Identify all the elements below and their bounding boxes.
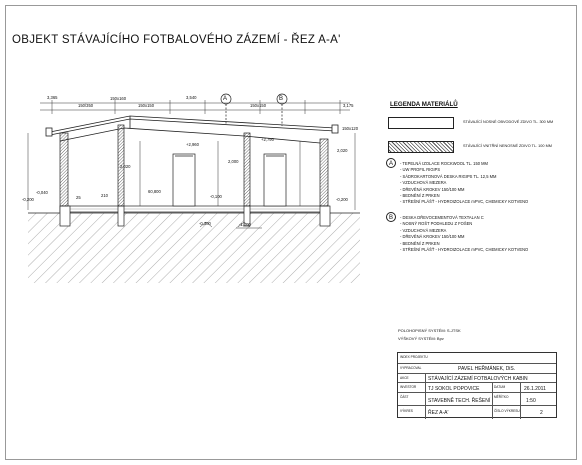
level-text: 25 (76, 195, 81, 200)
tb-label: VÝKRES (400, 409, 413, 413)
dim-text: 3,365 (47, 95, 58, 100)
tb-label: ČÍSLO VÝKRESU (494, 409, 520, 413)
list-item: - NOSNÝ ROŠT PODHLEDU Z FOŠEN (400, 221, 473, 227)
legend-swatch-partition-wall (388, 141, 454, 153)
floor-slab (60, 206, 328, 212)
tb-row-author (398, 363, 556, 373)
tb-label: DATUM (494, 385, 506, 389)
legend-swatch-bearing-wall (388, 117, 454, 129)
tb-scale: 1:50 (526, 398, 536, 404)
tb-label: MĚŘÍTKO (494, 395, 509, 399)
tb-divider (520, 382, 521, 419)
tb-drawing: ŘEZ A-A' (428, 410, 449, 416)
list-item: - DŘEVĚNÁ KROKEV 150/100 MM (400, 186, 465, 192)
height-system: VÝŠKOVÝ SYSTÉM: Bpv (398, 336, 444, 341)
list-item: - SÁDROKARTONOVÁ DESKA RIGIPS TL. 12,5 MM (400, 173, 497, 179)
legend-b-marker: B (386, 212, 396, 222)
list-item: - BEDNĚNÍ Z PRKEN (400, 240, 440, 246)
tb-drawing-number: 2 (540, 410, 543, 416)
section-label-b: B (279, 96, 284, 102)
tb-row-investor (398, 382, 556, 392)
tb-row-part (398, 392, 556, 405)
dim-text: 150x160 (110, 96, 127, 101)
level-text: +2,960 (186, 142, 199, 147)
list-item: - VZDUCHOVÁ MEZERA (400, 180, 447, 186)
level-text: -0,040 (36, 190, 48, 195)
tb-row-drawing (398, 405, 556, 418)
legend-b-list (400, 215, 528, 253)
coordinate-system: POLOHOPISNÝ SYSTÉM: S-JTSK (398, 328, 461, 333)
level-text: -0,200 (22, 197, 34, 202)
tb-divider (492, 382, 493, 419)
level-text: 210 (101, 193, 108, 198)
dim-text: 150x150 (250, 103, 267, 108)
tb-label: AKCE (400, 376, 409, 380)
level-text: -0,200 (336, 197, 348, 202)
ground-soil (28, 213, 360, 283)
drawing-title: OBJEKT STÁVAJÍCÍHO FOTBALOVÉHO ZÁZEMÍ - ŘEZ A-A' (12, 34, 341, 46)
roof-structure (46, 116, 338, 143)
level-text: -0,300 (199, 221, 211, 226)
list-item: - TEPELNÁ IZOLACE ROCKWOOL TL. 150 MM (400, 161, 488, 166)
tb-label: VYPRACOVAL (400, 366, 422, 370)
tb-divider (425, 373, 426, 419)
legend-a-marker: A (386, 158, 396, 168)
dim-text: 150x120 (342, 126, 359, 131)
list-item: - DESKA DŘEVOCEMENTOVÁ TEXTALAN C (400, 215, 484, 220)
tb-row-project (398, 373, 556, 382)
tb-date: 26.1.2011 (524, 386, 546, 392)
level-text: +2,790 (261, 137, 274, 142)
level-text: -1,100 (239, 222, 251, 227)
tb-label: ČÁST (400, 395, 409, 399)
tb-investor: TJ SOKOL POPOVICE (428, 386, 480, 392)
legend-mat1: STÁVAJÍCÍ NOSNÉ OBVODOVÉ ZDIVO TL. 300 MM (463, 120, 554, 124)
legend-a-list (400, 161, 528, 206)
dim-text: 3,175 (343, 103, 354, 108)
tb-row-index (398, 353, 556, 363)
list-item: - BEDNĚNÍ Z PRKEN (400, 193, 440, 199)
section-label-a: A (223, 96, 228, 102)
dim-text: 3,540 (186, 95, 197, 100)
list-item: - STŘEŠNÍ PLÁŠŤ - HYDROIZOLACE mPVC, CHEMICKY KOTVENO (400, 199, 529, 205)
tb-label: INDEX PROJEKTU (400, 355, 428, 359)
level-text: 2,020 (337, 148, 348, 153)
tb-project: STÁVAJÍCÍ ZÁZEMÍ FOTBALOVÝCH KABIN (428, 376, 528, 382)
level-text: 2,000 (228, 159, 239, 164)
level-text: -0,100 (210, 194, 222, 199)
list-item: - UW PROFIL RIGIPS (400, 167, 441, 173)
tb-part: STAVEBNĚ TECH. ŘEŠENÍ (428, 398, 491, 404)
list-item: - VZDUCHOVÁ MEZERA (400, 227, 447, 233)
dim-text: 150/350 (78, 103, 94, 108)
legend-title: LEGENDA MATERIÁLŮ (390, 101, 458, 108)
list-item: - DŘEVĚNÁ KROKEV 150/100 MM (400, 234, 465, 240)
level-text: 60,800 (148, 189, 161, 194)
tb-label: INVESTOR (400, 385, 417, 389)
dim-text: 150x150 (138, 103, 155, 108)
legend-mat2: STÁVAJÍCÍ VNITŘNÍ NENOSNÉ ZDIVO TL. 100 MM (463, 144, 552, 148)
tb-author: PAVEL HEŘMÁNEK, DiS. (458, 366, 516, 372)
title-block (397, 352, 557, 418)
list-item: - STŘEŠNÍ PLÁŠŤ - HYDROIZOLACE mPVC, CHEMICKY KOTVENO (400, 247, 529, 253)
level-text: 2,020 (120, 164, 131, 169)
